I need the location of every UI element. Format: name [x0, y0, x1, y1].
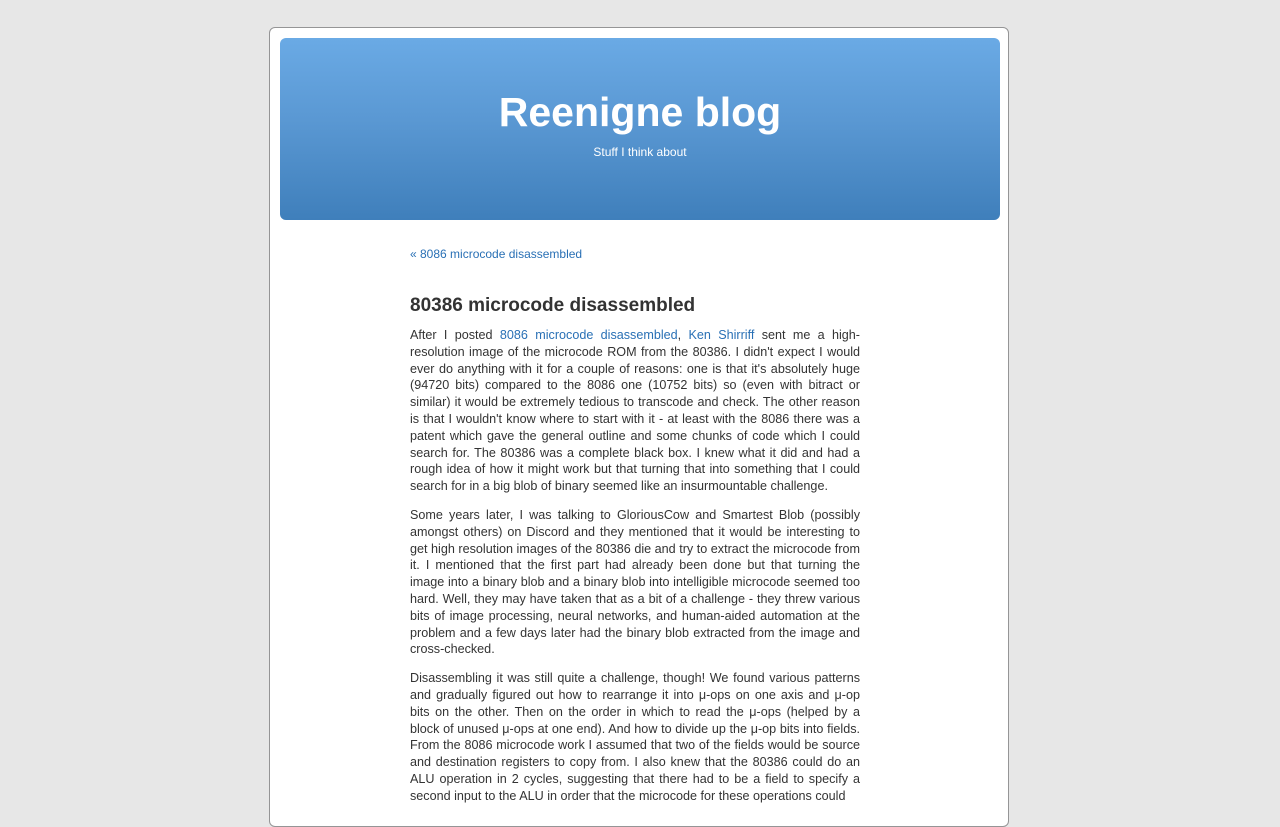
main-content: [410, 246, 860, 817]
post-paragraph: [410, 327, 860, 495]
page-wrapper: [269, 27, 1009, 827]
post-entry: [410, 327, 860, 805]
post-title: 80386 microcode disassembled: [410, 295, 696, 316]
paragraph-text: After I posted: [410, 328, 500, 342]
post-paragraph: Disassembling it was still quite a challenge, though! We found various patterns and gradually figured out how to rearrange it into μ-ops on one axis and μ-op bits on the other. Then on the order in which to read the μ-ops (helped by a block of unused μ-ops at one end). And how to divide up the μ-op bits into fields. From the 8086 microcode work I assumed that two of the fields would be source and destination registers to copy from. I also knew that the 80386 could do an ALU operation in 2 cycles, suggesting that there had to be a field to specify a second input to the ALU in order that the microcode for these operations could: [410, 671, 860, 803]
blog-title-link[interactable]: Reenigne blog: [498, 89, 782, 135]
paragraph-text: ,: [677, 328, 689, 342]
post-paragraph: Some years later, I was talking to GloriousCow and Smartest Blob (possibly amongst others) on Discord and they mentioned that it would be interesting to get high resolution images of the 80386 die and try to extract the microcode from it. I mentioned that the first part had already been done but that turning the image into a binary blob and a binary blob into intelligible microcode seemed too hard. Well, they may have taken that as a bit of a challenge - they threw various bits of image processing, neural networks, and human-aided automation at the problem and a few days later had the binary blob extracted from the image and cross-checked.: [410, 507, 860, 657]
paragraph-text: sent me a high-resolution image of the microcode ROM from the 80386. I didn't expect I would ever do anything with it for a couple of reasons: one is that it's absolutely huge (94720 bits) compared to the 8086 one (10752 bits) so (even with bitract or similar) it would be extremely tedious to transcode and check. The other reason is that I wouldn't know where to start with it - at least with the 8086 there was a patent which gave the general outline and some chunks of code which I could search for. The 80386 was a complete black box. I knew what it did and had a rough idea of how it might work but that turning that into something that I could search for in a big blob of binary seemed like an insurmountable challenge.: [410, 328, 860, 494]
link-8086-microcode-disassembled[interactable]: 8086 microcode disassembled: [499, 328, 678, 342]
post-navigation: [410, 246, 860, 262]
blog-description: Stuff I think about: [593, 145, 687, 159]
previous-post-link[interactable]: « 8086 microcode disassembled: [410, 247, 583, 261]
blog-header: [280, 38, 1000, 220]
link-ken-shirriff[interactable]: Ken Shirriff: [688, 328, 755, 342]
